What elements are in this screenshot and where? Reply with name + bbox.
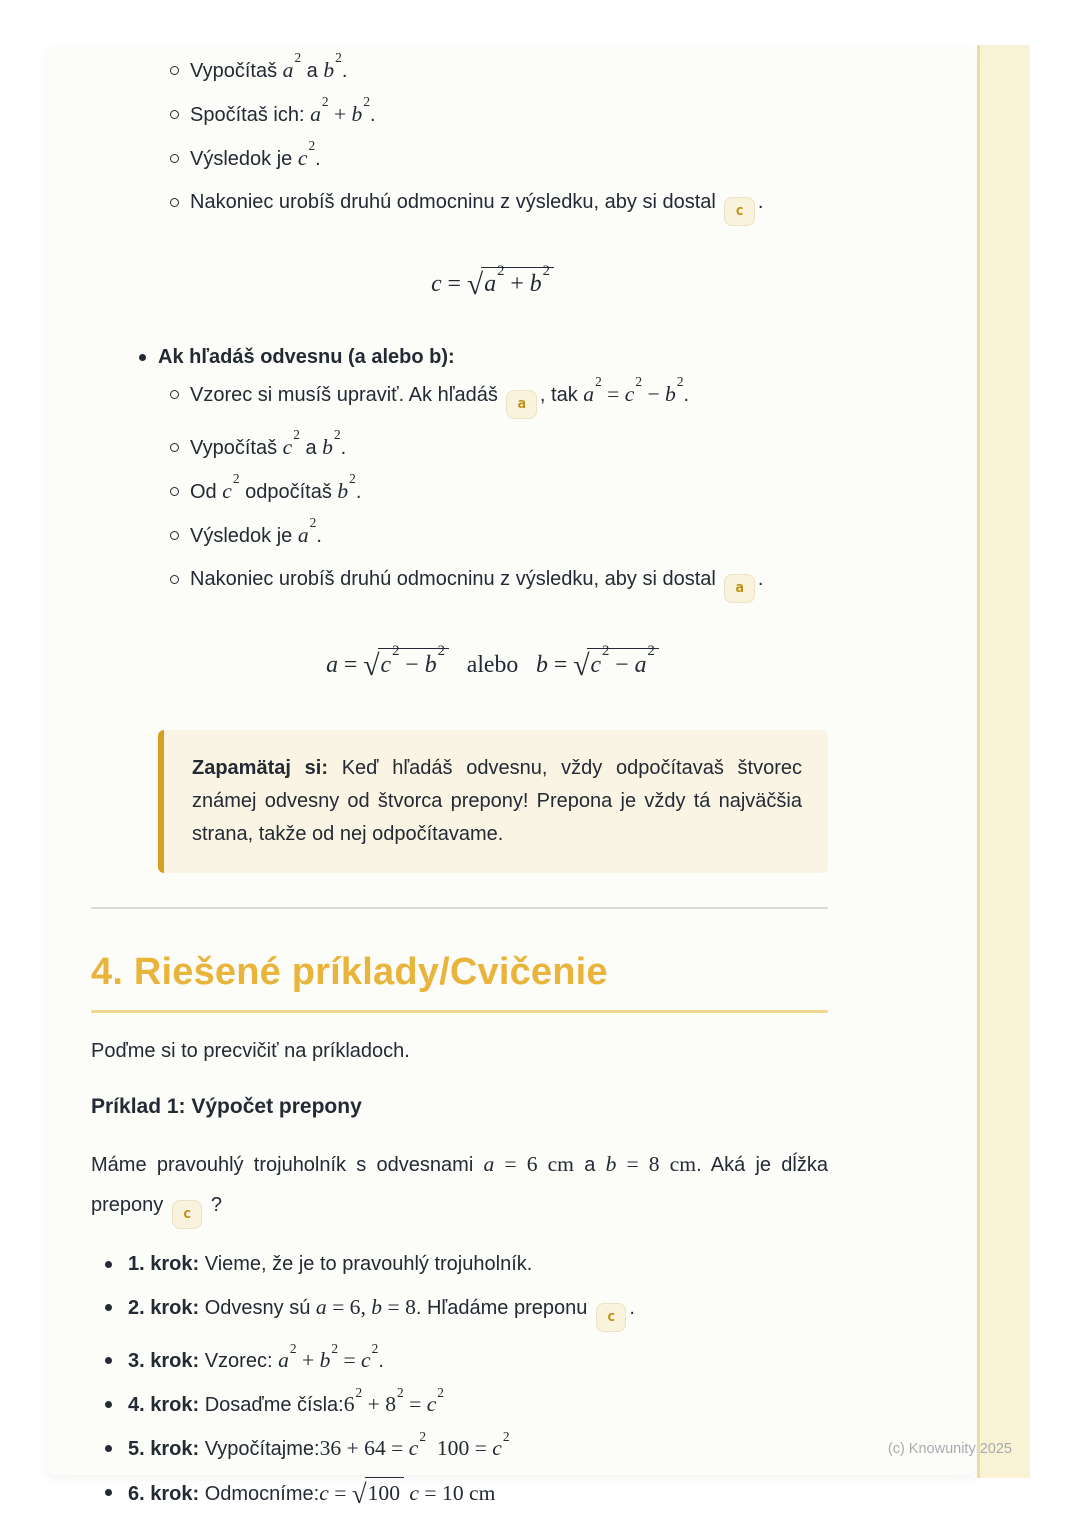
text-segment: 6. krok:: [128, 1483, 200, 1506]
list-item-text: 3. krok: Vzorec: $a^2 + b^2 = c^2$.: [128, 1340, 384, 1373]
solution-steps-list: [104, 1249, 828, 1509]
text-segment: Odmocníme:: [199, 1483, 320, 1506]
bullet-icon: [105, 1401, 112, 1408]
circle-bullet-icon: [170, 154, 179, 163]
hypotenuse-steps-list: [170, 50, 828, 226]
leg-section-title: [158, 346, 455, 368]
circle-bullet-icon: [170, 487, 179, 496]
text-segment: 5. krok:: [128, 1438, 200, 1461]
text-segment: Výsledok je: [190, 148, 298, 170]
example-title: Príklad 1: Výpočet prepony: [91, 1095, 362, 1119]
text-segment: Vzorec si musíš upraviť. Ak hľadáš: [190, 383, 504, 406]
leg-steps-list: [170, 373, 828, 603]
text-segment: .: [315, 148, 321, 170]
circle-bullet-icon: [170, 66, 179, 75]
list-item-text: [190, 567, 764, 596]
list-item: [170, 94, 828, 130]
text-segment: .: [378, 1350, 384, 1373]
text-segment: Nakoniec urobíš druhú odmocninu z výsledku, aby si dostal: [190, 191, 722, 213]
circle-bullet-icon: [170, 110, 179, 119]
document-page: [47, 48, 976, 1510]
callout-note: [158, 730, 828, 873]
list-item: [170, 187, 828, 226]
text-segment: Dosaďme čísla:: [199, 1394, 344, 1417]
list-item: [138, 342, 828, 372]
sqrt-sign: √: [573, 649, 590, 682]
bullet-icon: [105, 1357, 112, 1364]
circle-bullet-icon: [170, 531, 179, 540]
list-item-text: Vzorec si musíš upraviť. Ak hľadáš a , tak $a^2 = c^2 - b^2$.: [190, 384, 689, 406]
variable-badge: c: [596, 1303, 626, 1332]
text-segment: Odvesny sú: [199, 1297, 316, 1320]
heading-underline: [91, 1010, 828, 1013]
bullet-icon: [139, 354, 146, 361]
text-segment: Ak hľadáš odvesnu (a alebo b):: [158, 345, 455, 368]
text-segment: Keď hľadáš odvesnu, vždy odpočítavaš štvorec známej odvesny od štvorca prepony! Prepona je vždy tá najväčšia strana, takže od nej odpočítavame.: [192, 757, 803, 846]
list-item: [104, 1340, 828, 1376]
intro-paragraph: Poďme si to precvičiť na príkladoch.: [91, 1040, 410, 1063]
sqrt-sign: √: [363, 649, 380, 682]
sqrt-sign: √: [351, 1479, 367, 1510]
list-item: [104, 1292, 828, 1332]
list-item: [170, 514, 828, 551]
example-statement: Máme pravouhlý trojuholník s odvesnami a = 6 cm a b = 8 cm. Aká je dĺžka prepony c ?: [91, 1144, 828, 1229]
text-segment: 3. krok:: [128, 1350, 200, 1373]
text-segment: .: [340, 436, 347, 459]
text-segment: Zapamätaj si:: [192, 757, 328, 780]
list-item-text: Výsledok je $a^2$.: [190, 514, 322, 547]
list-item-text: 2. krok: Odvesny sú a = 6, b = 8. Hľadáme preponu c .: [128, 1297, 635, 1319]
list-item: [104, 1384, 828, 1420]
circle-bullet-icon: [170, 198, 179, 207]
list-item-text: [128, 1253, 532, 1275]
leg-section-list: [138, 342, 828, 372]
list-item-text: 6. krok: Odmocníme:c = √100 c = 10 cm: [128, 1479, 496, 1510]
variable-badge: c: [724, 197, 754, 226]
text-segment: Výsledok je: [190, 524, 298, 547]
list-item: [170, 373, 828, 419]
text-segment: Vieme, že je to pravouhlý trojuholník.: [199, 1253, 533, 1276]
text-segment: Vypočítaš: [190, 60, 283, 82]
text-segment: Spočítaš ich:: [190, 104, 311, 126]
text-segment: Máme pravouhlý trojuholník s odvesnami: [91, 1154, 484, 1177]
text-segment: .: [757, 191, 764, 213]
callout-text: [192, 752, 802, 851]
text-segment: Vypočítaš: [190, 436, 283, 459]
text-segment: .: [683, 383, 690, 406]
list-item: [170, 470, 828, 507]
list-item: [170, 50, 828, 86]
text-segment: 1. krok:: [128, 1253, 200, 1276]
list-item-text: Spočítaš ich: $a^2 + b^2$.: [190, 94, 376, 126]
bullet-icon: [105, 1304, 112, 1311]
list-item-text: Vypočítaš $c^2$ a $b^2$.: [190, 426, 347, 459]
text-segment: .: [629, 1297, 635, 1320]
text-segment: a: [573, 1154, 606, 1177]
bullet-icon: [105, 1489, 112, 1496]
text-segment: Vzorec:: [199, 1350, 279, 1373]
list-item: [104, 1428, 828, 1464]
text-segment: , tak: [539, 383, 584, 406]
bullet-icon: [105, 1445, 112, 1452]
list-item-text: Výsledok je $c^2$.: [190, 138, 321, 170]
text-segment: a: [301, 60, 324, 82]
circle-bullet-icon: [170, 390, 179, 399]
section-divider: [91, 907, 828, 909]
list-item-text: [190, 191, 764, 219]
text-segment: .: [370, 104, 376, 126]
circle-bullet-icon: [170, 575, 179, 584]
copyright-footer: (c) Knowunity 2025: [887, 1441, 1012, 1457]
page-content: [91, 48, 828, 1522]
text-segment: .: [341, 60, 348, 82]
list-item-text: Od $c^2$ odpočítaš $b^2$.: [190, 470, 362, 503]
section-heading: 4. Riešené príklady/Cvičenie: [91, 951, 608, 994]
text-segment: ?: [205, 1194, 222, 1217]
list-item: [170, 138, 828, 174]
list-item: [104, 1249, 828, 1279]
next-page-edge: [977, 45, 1030, 1478]
text-segment: .: [757, 567, 764, 590]
text-segment: 2. krok:: [128, 1297, 200, 1320]
text-segment: 4. krok:: [128, 1394, 200, 1417]
list-item: [170, 426, 828, 463]
list-item-text: Vypočítaš $a^2$ a $b^2$.: [190, 50, 348, 82]
sqrt-sign: √: [466, 269, 484, 301]
leg-formula: $a = √c^2 - b^2$ alebo $b = √c^2 - a^2$: [157, 648, 828, 682]
variable-badge: a: [506, 390, 536, 419]
text-segment: . Aká je dĺžka prepony: [91, 1154, 828, 1217]
text-segment: Vypočítajme:: [199, 1438, 320, 1461]
circle-bullet-icon: [170, 443, 179, 452]
list-item: [170, 564, 828, 603]
text-segment: odpočítaš: [239, 480, 338, 503]
hypotenuse-formula: $c = √a^2 + b^2$: [157, 267, 828, 301]
text-segment: Od: [190, 480, 223, 503]
list-item-text: 4. krok: Dosaďme $čísla:6^2 + 8^2 = c^2$: [128, 1384, 444, 1417]
text-segment: .: [355, 480, 362, 503]
list-item: [104, 1477, 828, 1509]
text-segment: .: [316, 524, 322, 547]
variable-badge: c: [172, 1200, 202, 1229]
list-item-text: 5. krok: Vypočítajme:36 + $64 = c^2$ $100 = c^2$: [128, 1428, 510, 1461]
variable-badge: a: [724, 574, 754, 603]
text-segment: Nakoniec urobíš druhú odmocninu z výsledku, aby si dostal: [190, 567, 722, 590]
text-segment: a: [299, 436, 323, 459]
text-segment: . Hľadáme preponu: [415, 1297, 593, 1320]
bullet-icon: [105, 1261, 112, 1268]
